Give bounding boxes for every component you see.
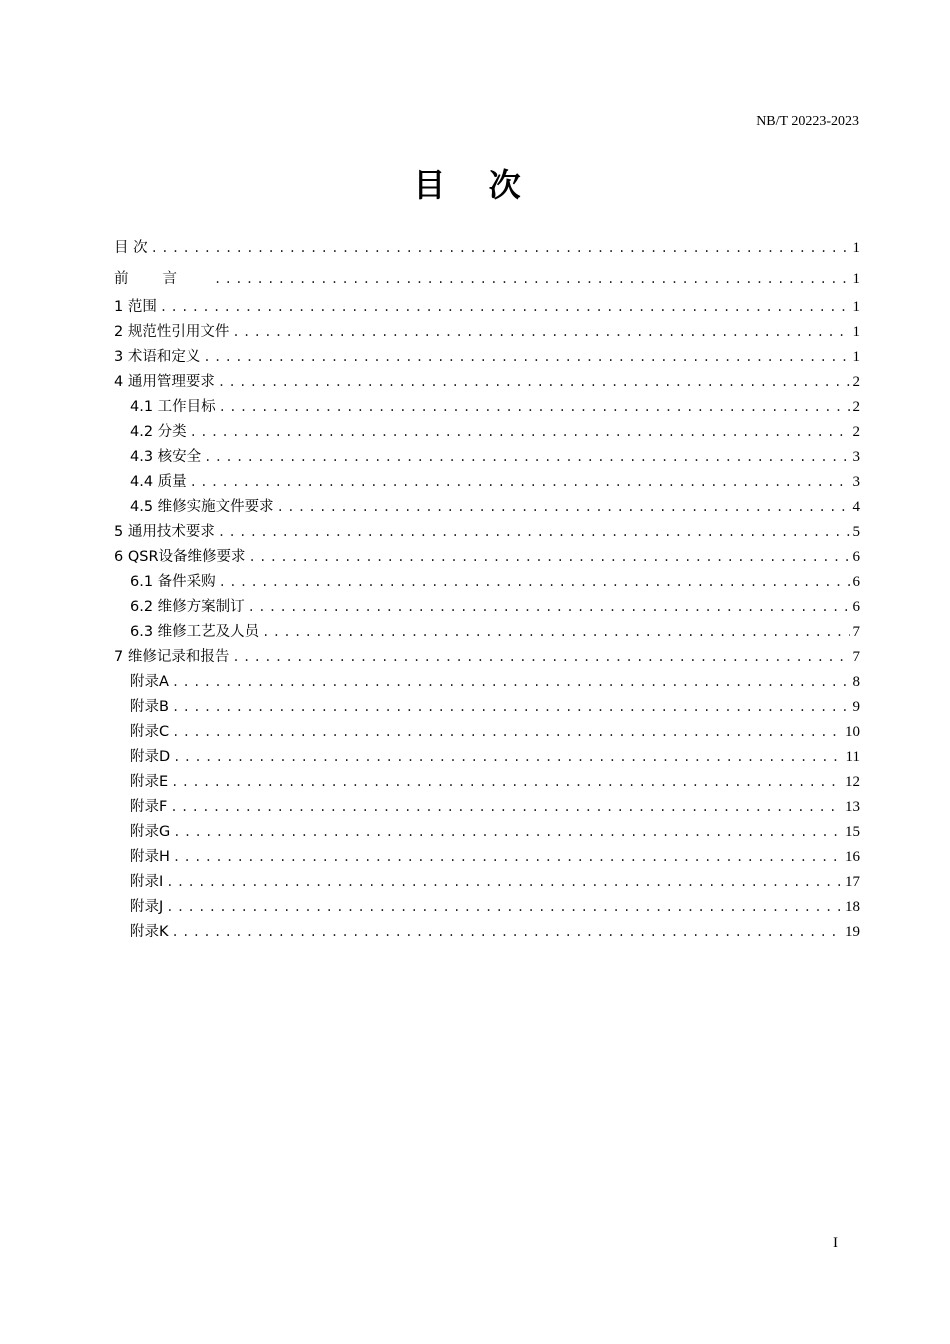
toc-label: 附录C xyxy=(130,724,170,740)
standard-code: NB/T 20223-2023 xyxy=(756,114,859,129)
toc-entry[interactable] xyxy=(114,795,860,820)
toc-entry[interactable] xyxy=(114,320,860,345)
toc-label: 附录F xyxy=(130,799,168,815)
toc-page: 19 xyxy=(845,924,860,940)
page-title: 目 次 xyxy=(413,166,537,204)
dot-leader xyxy=(173,845,842,870)
toc-label: 附录E xyxy=(130,774,169,790)
dot-leader xyxy=(166,895,842,920)
toc-page: 5 xyxy=(852,524,860,540)
toc-entry[interactable] xyxy=(114,470,860,495)
dot-leader xyxy=(190,470,850,495)
dot-leader xyxy=(171,770,842,795)
toc-entry[interactable] xyxy=(114,495,860,520)
dot-leader xyxy=(218,370,850,395)
toc-entry[interactable] xyxy=(114,264,860,295)
toc-label: 4 通用管理要求 xyxy=(114,374,215,390)
dot-leader xyxy=(172,695,850,720)
toc-entry[interactable] xyxy=(114,233,860,264)
toc-page: 10 xyxy=(845,724,860,740)
toc-page: 6 xyxy=(852,574,860,590)
dot-leader xyxy=(160,295,850,320)
dot-leader xyxy=(172,670,850,695)
toc-label: 6.2 维修方案制订 xyxy=(130,599,245,615)
toc-page: 11 xyxy=(845,749,860,765)
toc-page: 18 xyxy=(845,899,860,915)
toc-entry[interactable] xyxy=(114,845,860,870)
toc-entry[interactable] xyxy=(114,445,860,470)
table-of-contents xyxy=(114,233,860,945)
toc-entry[interactable] xyxy=(114,920,860,945)
toc-page: 2 xyxy=(852,399,860,415)
toc-page: 2 xyxy=(852,374,860,390)
toc-page: 16 xyxy=(845,849,860,865)
toc-label: 4.4 质量 xyxy=(130,474,187,490)
toc-entry[interactable] xyxy=(114,520,860,545)
toc-page: 1 xyxy=(852,299,860,315)
toc-label: 附录A xyxy=(130,674,169,690)
dot-leader xyxy=(219,570,850,595)
toc-entry[interactable] xyxy=(114,670,860,695)
toc-label: 附录D xyxy=(130,749,171,765)
toc-label: 3 术语和定义 xyxy=(114,349,201,365)
dot-leader xyxy=(204,445,849,470)
toc-page: 8 xyxy=(852,674,860,690)
dot-leader xyxy=(232,320,849,345)
toc-entry[interactable] xyxy=(114,820,860,845)
toc-label: 6.3 维修工艺及人员 xyxy=(130,624,260,640)
toc-entry[interactable] xyxy=(114,695,860,720)
dot-leader xyxy=(173,820,842,845)
toc-label: 附录H xyxy=(130,849,170,865)
toc-entry[interactable] xyxy=(114,870,860,895)
dot-leader xyxy=(151,233,850,264)
toc-page: 1 xyxy=(852,324,860,340)
dot-leader xyxy=(218,520,850,545)
dot-leader xyxy=(172,720,842,745)
toc-label: 1 范围 xyxy=(114,299,157,315)
toc-entry[interactable] xyxy=(114,745,860,770)
toc-page: 3 xyxy=(852,474,860,490)
toc-entry[interactable] xyxy=(114,545,860,570)
toc-page: 13 xyxy=(845,799,860,815)
toc-label: 前言 xyxy=(114,271,211,287)
toc-entry[interactable] xyxy=(114,420,860,445)
toc-page: 9 xyxy=(852,699,860,715)
toc-page: 7 xyxy=(852,649,860,665)
toc-entry[interactable] xyxy=(114,595,860,620)
toc-entry[interactable] xyxy=(114,620,860,645)
toc-entry[interactable] xyxy=(114,370,860,395)
toc-label: 5 通用技术要求 xyxy=(114,524,215,540)
toc-label: 6 QSR设备维修要求 xyxy=(114,549,246,565)
page-number: I xyxy=(833,1235,838,1251)
toc-page: 6 xyxy=(852,549,860,565)
toc-label: 4.1 工作目标 xyxy=(130,399,216,415)
toc-label: 4.3 核安全 xyxy=(130,449,202,465)
toc-label: 附录B xyxy=(130,699,169,715)
toc-label: 4.5 维修实施文件要求 xyxy=(130,499,274,515)
toc-page: 1 xyxy=(852,349,860,365)
toc-entry[interactable] xyxy=(114,570,860,595)
toc-entry[interactable] xyxy=(114,345,860,370)
dot-leader xyxy=(277,495,850,520)
toc-page: 12 xyxy=(845,774,860,790)
dot-leader xyxy=(173,745,842,770)
toc-page: 1 xyxy=(852,271,860,287)
toc-entry[interactable] xyxy=(114,395,860,420)
toc-entry[interactable] xyxy=(114,770,860,795)
dot-leader xyxy=(219,395,850,420)
toc-label: 6.1 备件采购 xyxy=(130,574,216,590)
dot-leader xyxy=(232,645,849,670)
toc-page: 3 xyxy=(852,449,860,465)
toc-entry[interactable] xyxy=(114,720,860,745)
toc-page: 6 xyxy=(852,599,860,615)
toc-label: 2 规范性引用文件 xyxy=(114,324,230,340)
toc-label: 附录K xyxy=(130,924,169,940)
dot-leader xyxy=(262,620,849,645)
dot-leader xyxy=(214,264,850,295)
dot-leader xyxy=(248,595,850,620)
toc-page: 1 xyxy=(852,240,860,256)
toc-entry[interactable] xyxy=(114,895,860,920)
dot-leader xyxy=(170,795,842,820)
toc-page: 2 xyxy=(852,424,860,440)
toc-entry[interactable] xyxy=(114,645,860,670)
toc-page: 15 xyxy=(845,824,860,840)
toc-label: 目 次 xyxy=(114,240,148,256)
toc-label: 4.2 分类 xyxy=(130,424,187,440)
toc-label: 附录G xyxy=(130,824,171,840)
toc-page: 4 xyxy=(852,499,860,515)
dot-leader xyxy=(172,920,842,945)
dot-leader xyxy=(190,420,850,445)
toc-entry[interactable] xyxy=(114,295,860,320)
toc-page: 7 xyxy=(852,624,860,640)
dot-leader xyxy=(203,345,849,370)
toc-label: 附录I xyxy=(130,874,164,890)
dot-leader xyxy=(166,870,842,895)
dot-leader xyxy=(249,545,850,570)
toc-page: 17 xyxy=(845,874,860,890)
toc-label: 7 维修记录和报告 xyxy=(114,649,230,665)
toc-label: 附录J xyxy=(130,899,164,915)
